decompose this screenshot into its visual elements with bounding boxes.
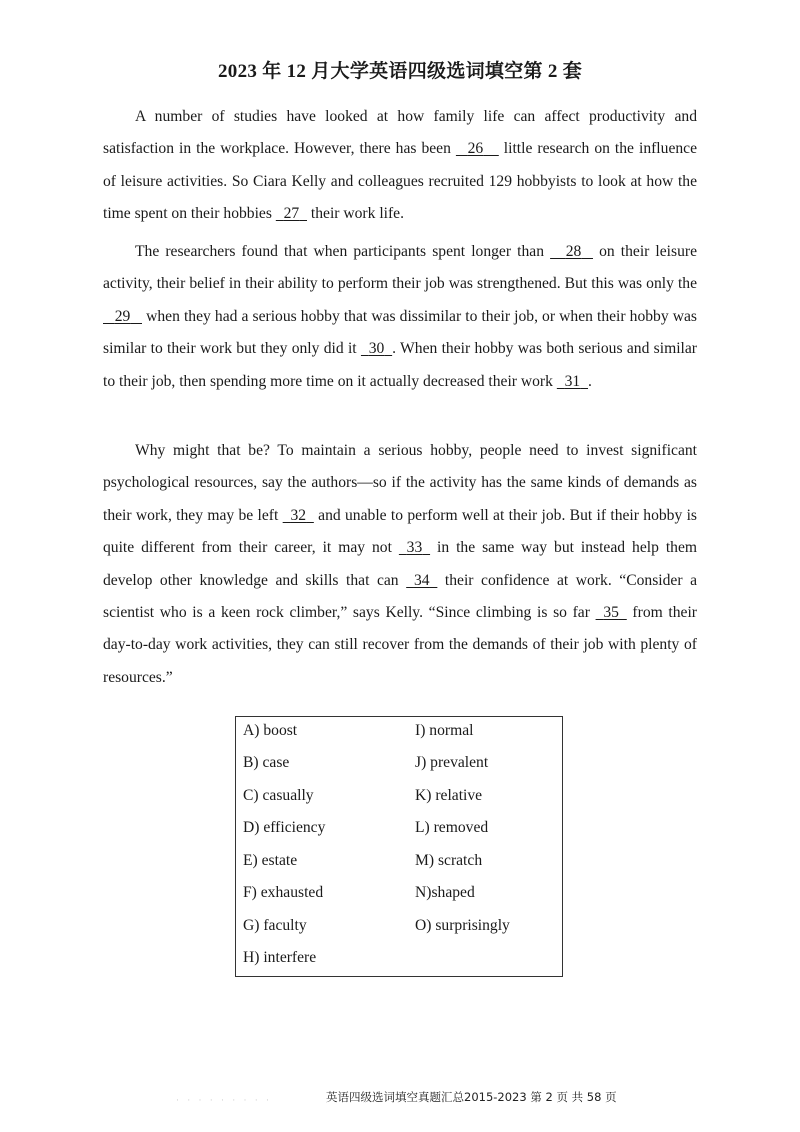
option-l: L) removed bbox=[415, 819, 489, 836]
option-c: C) casually bbox=[243, 787, 314, 804]
blank-34: 34 bbox=[413, 571, 430, 589]
option-f: F) exhausted bbox=[243, 884, 324, 901]
blank-29: 29 bbox=[114, 307, 131, 325]
blank-35: 35 bbox=[603, 604, 619, 622]
option-n: N)shaped bbox=[415, 884, 475, 901]
option-b: B) case bbox=[243, 754, 290, 771]
blank-30: 30 bbox=[368, 340, 385, 358]
passage-text: and unable to perform well at their job. But if their hobby is quite different from their career, it may not bbox=[103, 506, 697, 557]
passage-text: in the same way but instead help them develop other knowledge and skills that can bbox=[103, 539, 698, 589]
option-a: A) boost bbox=[243, 722, 298, 739]
option-k: K) relative bbox=[415, 787, 483, 804]
passage-paragraph-1 bbox=[103, 101, 697, 231]
page-footer: 英语四级选词填空真题汇总2015-2023 第 2 页 共 58 页 bbox=[326, 1090, 617, 1104]
passage-paragraph-2 bbox=[103, 236, 697, 398]
blank-33: 33 bbox=[406, 539, 423, 557]
passage-text: . bbox=[588, 372, 592, 390]
passage-text: . When their hobby was both serious and similar to their job, then spending more time on it actually decreased their work bbox=[103, 340, 697, 390]
blank-27: 27 bbox=[283, 205, 300, 223]
passage-text: little research on the influence of leisure activities. So Ciara Kelly and colleagues recruited 129 hobbyists to look at how the time spent on their hobbies bbox=[103, 140, 697, 223]
passage-paragraph-3 bbox=[103, 435, 697, 694]
blank-32: 32 bbox=[290, 506, 307, 524]
option-o: O) surprisingly bbox=[415, 917, 510, 934]
option-d: D) efficiency bbox=[243, 819, 326, 836]
passage-text: The researchers found that when participants spent longer than bbox=[135, 243, 551, 260]
option-i: I) normal bbox=[415, 722, 474, 739]
option-g: G) faculty bbox=[243, 917, 307, 934]
passage-text: on their leisure activity, their belief in their ability to perform their job was strengthened. But this was only the bbox=[103, 243, 697, 293]
passage-text: their work life. bbox=[307, 205, 404, 223]
passage-text: A number of studies have looked at how family life can affect productivity and satisfaction in the workplace. However, there has been bbox=[103, 108, 697, 158]
passage-text: from their day-to-day work activities, they can still recover from the demands of their job with plenty of resources.” bbox=[103, 604, 697, 686]
option-m: M) scratch bbox=[415, 852, 483, 869]
blank-28: 28 bbox=[565, 243, 582, 260]
option-h: H) interfere bbox=[243, 949, 317, 966]
page-title: 2023 年 12 月大学英语四级选词填空第 2 套 bbox=[217, 61, 583, 82]
option-e: E) estate bbox=[243, 852, 298, 869]
passage-text: their confidence at work. “Consider a scientist who is a keen rock climber,” says Kelly. “Since climbing is so far bbox=[103, 571, 697, 622]
blank-31: 31 bbox=[564, 372, 581, 390]
footer-decoration: · · · · · · · · · bbox=[176, 1095, 272, 1105]
passage-text: Why might that be? To maintain a serious hobby, people need to invest significant psychological resources, say the authors—so if the activity has the same kinds of demands as their work, they may be left bbox=[103, 442, 697, 524]
word-bank bbox=[235, 716, 563, 977]
blank-26: 26 bbox=[467, 140, 484, 158]
option-j: J) prevalent bbox=[415, 754, 489, 771]
passage-text: when they had a serious hobby that was dissimilar to their job, or when their hobby was similar to their work but they only did it bbox=[103, 307, 697, 358]
